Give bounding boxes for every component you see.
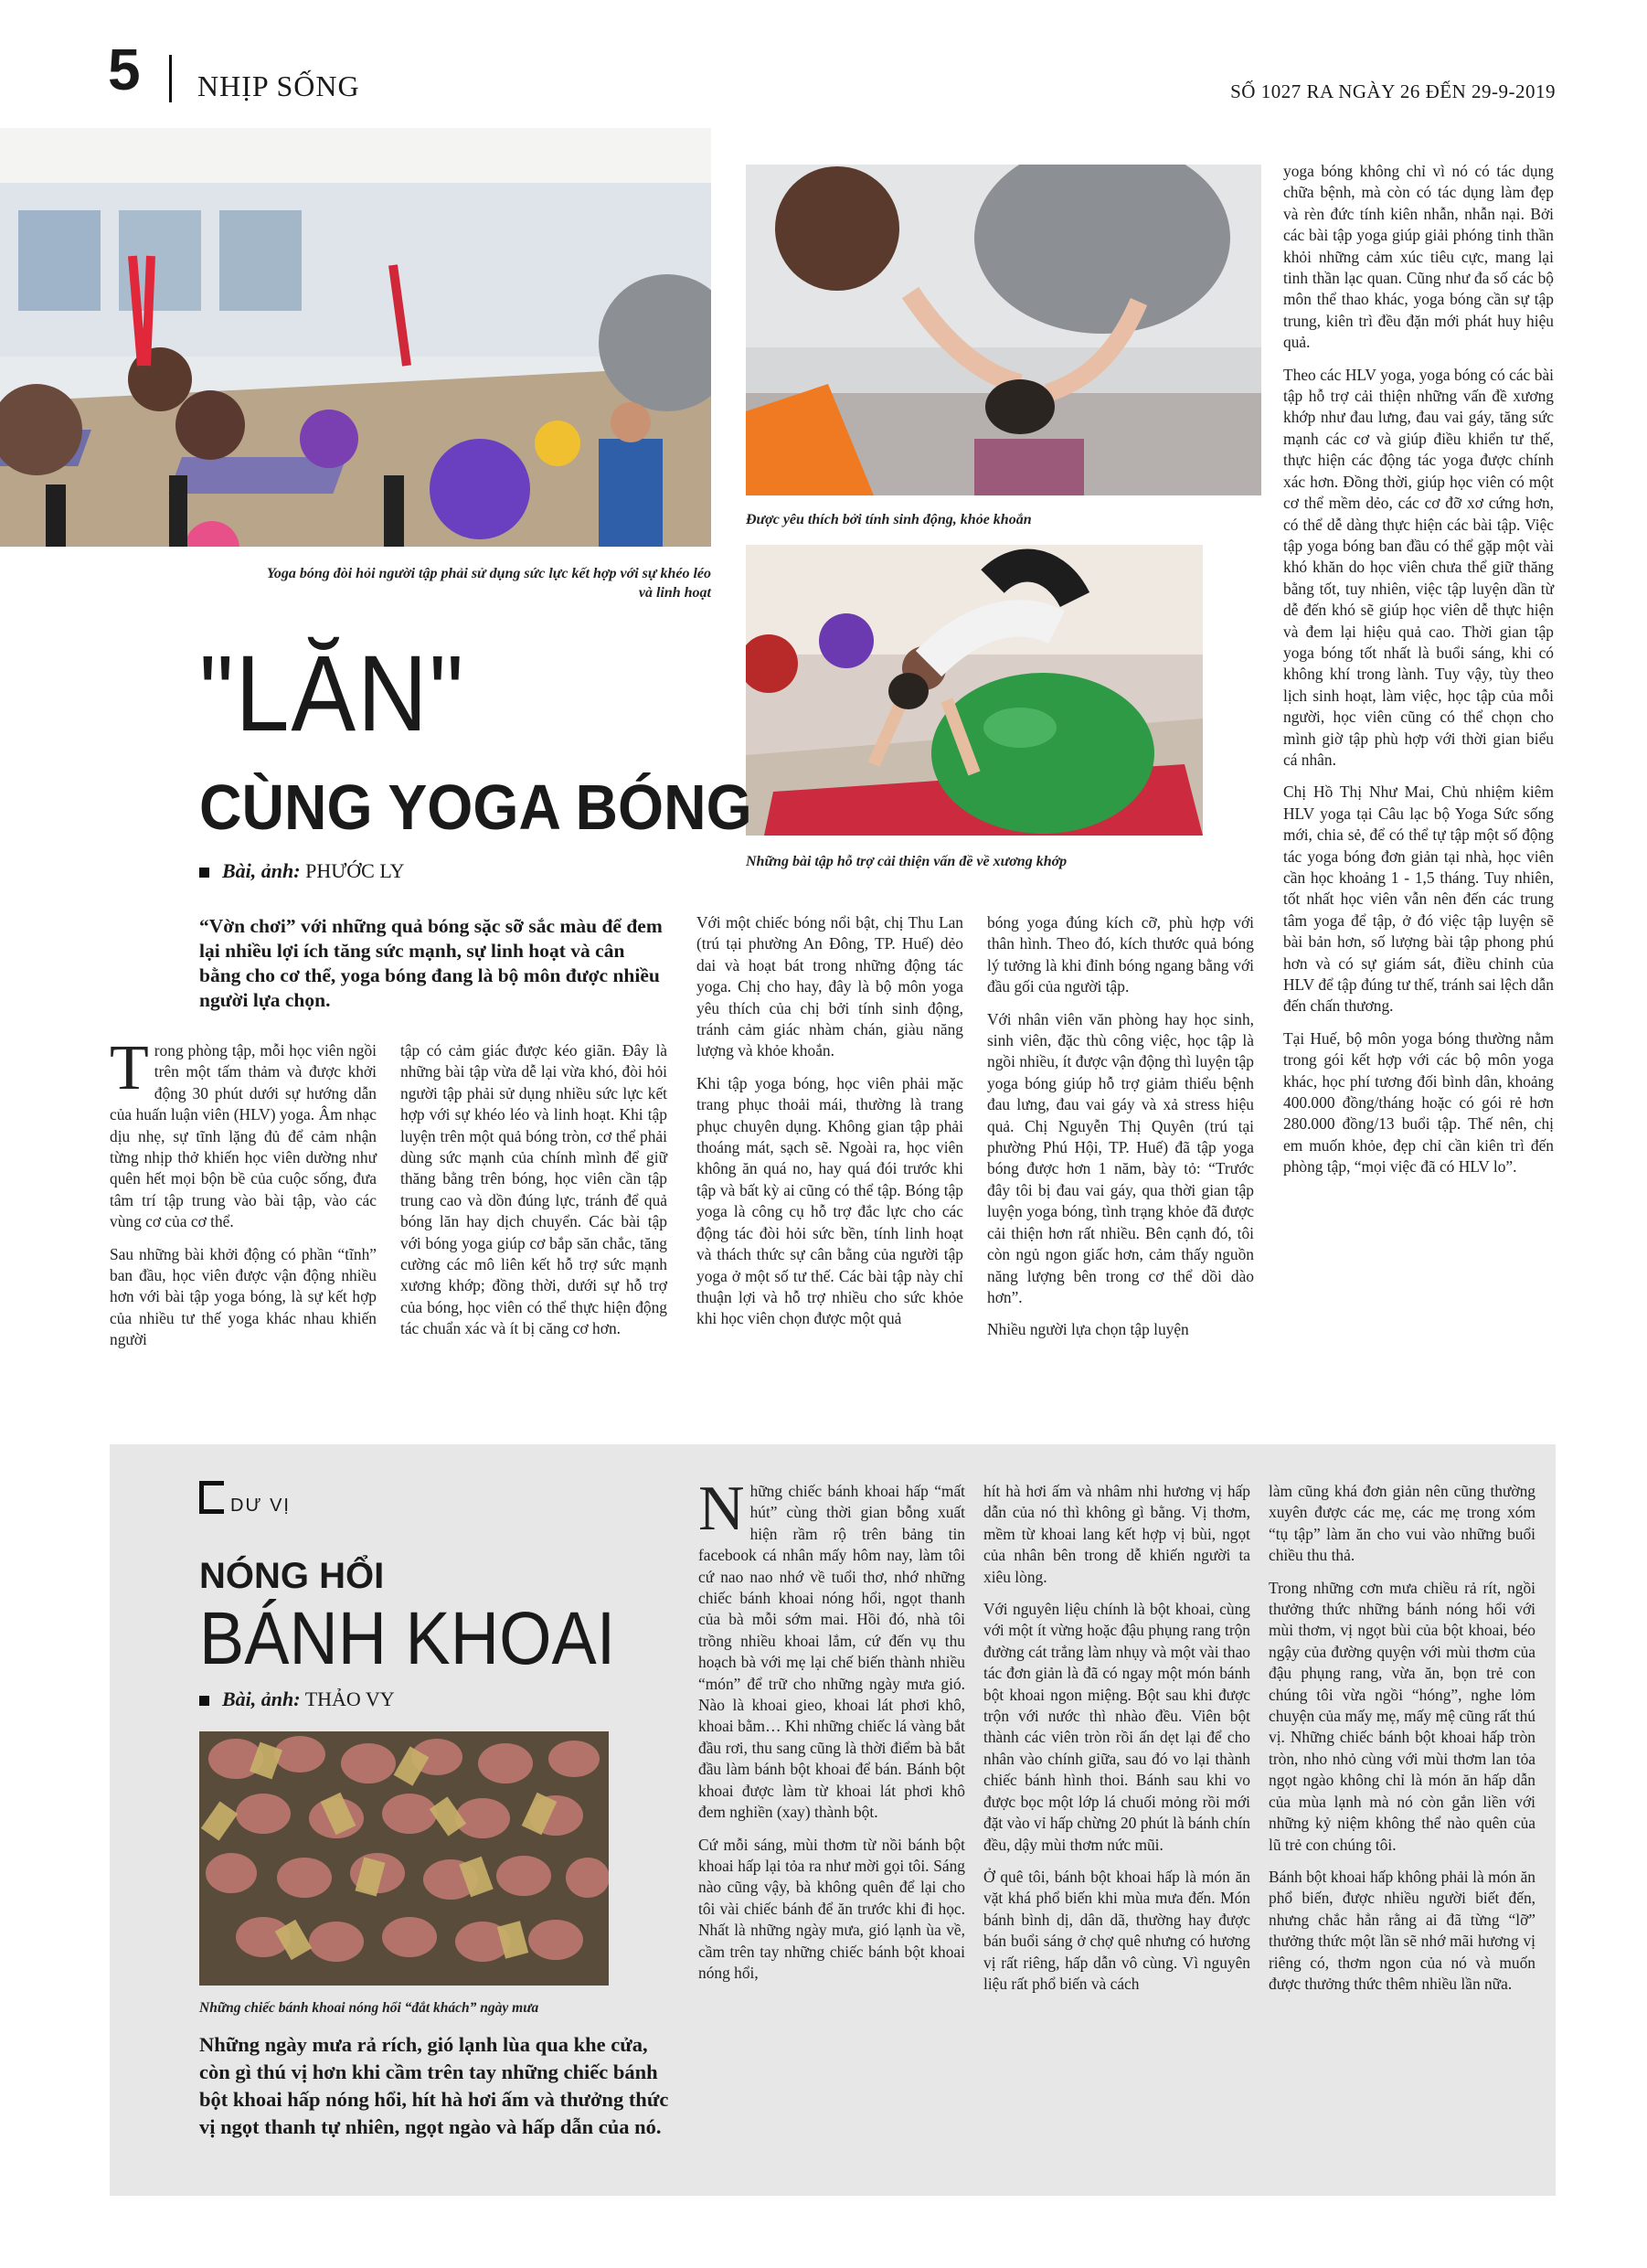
article1-col3 bbox=[696, 912, 963, 1341]
caption-photo2: Được yêu thích bởi tính sinh động, khỏe khoắn bbox=[746, 512, 1032, 527]
drop-cap: T bbox=[110, 1033, 149, 1103]
article2-lead: Những ngày mưa rả rích, gió lạnh lùa qua khe cửa, còn gì thú vị hơn khi cầm trên tay những chiếc bánh bột khoai hấp nóng hổi, hít hà hơi ấm và thưởng thức vị ngọt thanh tự nhiên, ngọt ngào và hấp dẫn của nó. bbox=[199, 2033, 669, 2138]
paragraph: Khi tập yoga bóng, học viên phải mặc trang phục thoải mái, thường là trang phục chuyên dụng. Không gian tập phải thoáng mát, sạch sẽ. Ngoài ra, học viên không ăn quá no, hay quá đói trước khi tập và bất kỳ ai cũng có thể tập. Bóng tập yoga là công cụ hỗ trợ đắc lực cho các động tác đòi hỏi sức bền, tính linh hoạt và thách thức sự cân bằng của người tập yoga ở một số tư thế. Các bài tập này chỉ thuận lợi và hỗ trợ nhiều cho sức khỏe khi học viên chọn được một quả bbox=[696, 1073, 963, 1328]
category-mark-icon bbox=[199, 1481, 224, 1514]
paragraph: Nhiều người lựa chọn tập luyện bbox=[987, 1320, 1189, 1339]
article2-col1 bbox=[698, 1474, 965, 1995]
photo-ball-overhead bbox=[746, 165, 1261, 495]
paragraph: rong phòng tập, mỗi học viên ngồi trên một tấm thảm và được khởi động 30 phút dưới sự hướng dẫn của huấn luận viên (HLV) yoga. Âm nhạc dịu nhẹ, sự tĩnh lặng đủ để cảm nhận từng nhịp thở khiến học viên dường như quên hết mọi bộn bề của cuộc sống, đưa tâm trí tập trung vào bài tập, vào các vùng cơ của cơ thể. bbox=[110, 1041, 377, 1231]
photo-banh-khoai bbox=[199, 1731, 609, 1986]
paragraph: yoga bóng không chỉ vì nó có tác dụng chữa bệnh, mà còn có tác dụng làm đẹp và rèn đức tính kiên nhẫn, nhẫn nại. Bởi các bài tập yoga giúp giải phóng tinh thần khỏi những cảm xúc tiêu cực, mang lại tinh thần lạc quan. Cũng như đa số các bộ môn thể thao khác, yoga bóng cần sự tập trung, kiên trì đều đặn mới phát huy hiệu quả. bbox=[1283, 162, 1554, 352]
page-number: 5 bbox=[108, 37, 141, 102]
article2-byline bbox=[199, 1688, 395, 1711]
header-divider bbox=[169, 55, 172, 102]
paragraph: Ở quê tôi, bánh bột khoai hấp là món ăn vặt khá phổ biến khi mùa mưa đến. Món bánh bình dị, dân dã, thường hay được bán buổi sáng ở chợ quê nhưng có hương vị rất riêng, hấp dẫn vô cùng. Vì nguyên liệu rất phổ biến và cách bbox=[983, 1867, 1250, 1993]
article1-lead: “Vờn chơi” với những quả bóng sặc sỡ sắc màu để đem lại nhiều lợi ích tăng sức mạnh, sự linh hoạt và cân bằng cho cơ thể, yoga bóng đang là bộ môn được nhiều người lựa chọn. bbox=[199, 915, 663, 1011]
paragraph: Với một chiếc bóng nổi bật, chị Thu Lan (trú tại phường An Đông, TP. Huế) dẻo dai và hoạt bát trong những động tác yoga. Chị cho hay, đây là bộ môn yoga yêu thích của chị bởi tính sinh động, tránh cảm giác nhàm chán, giàu năng lượng và khỏe khoắn. bbox=[696, 913, 963, 1060]
caption-photo1: Yoga bóng đòi hỏi người tập phải sử dụng sức lực kết hợp với sự khéo léo và linh hoạt bbox=[266, 566, 711, 601]
paragraph: hững chiếc bánh khoai hấp “mất hút” cùng thời gian bỗng xuất hiện rầm rộ trên bảng tin facebook cá nhân mấy hôm nay, làm tôi cứ nao nao nhớ về tuổi thơ, nhớ những chiếc bánh khoai nóng hổi, ngọt thanh của bà mỗi sớm mai. Hồi đó, nhà tôi trồng nhiều khoai lắm, cứ đến vụ thu hoạch bà với mẹ lại chế biến thành nhiều “món” để trữ cho những ngày mưa gió. Nào là khoai gieo, khoai lát phơi khô, khoai bằm… Khi những chiếc lá vàng bắt đầu rơi, thu sang cũng là thời điểm bà bắt đầu làm bánh bột khoai để bán. Bánh bột khoai được làm từ khoai lát phơi khô đem nghiền (xay) thành bột. bbox=[698, 1482, 965, 1822]
article2-col2 bbox=[983, 1481, 1250, 2006]
article1-col5 bbox=[1283, 161, 1554, 1189]
caption-photo4: Những chiếc bánh khoai nóng hổi “đắt khách” ngày mưa bbox=[199, 2000, 539, 2016]
paragraph: làm cũng khá đơn giản nên cũng thường xuyên được các mẹ, các mẹ trong xóm “tụ tập” làm ăn cho vui vào những buổi chiều thu thả. bbox=[1269, 1482, 1535, 1565]
article2-category: DƯ VỊ bbox=[230, 1496, 291, 1516]
paragraph: Bánh bột khoai hấp không phải là món ăn phổ biến, được nhiều người biết đến, nhưng chắc hẳn rằng ai đã từng “lỡ” thưởng thức một lần sẽ nhớ mãi hương vị riêng có, thơm ngon của nó và muốn được thưởng thức thêm nhiều lần nữa. bbox=[1269, 1867, 1535, 1993]
article1-title-line1: "LĂN" bbox=[199, 634, 465, 754]
article1-byline bbox=[199, 859, 404, 883]
section-name: NHỊP SỐNG bbox=[197, 69, 360, 102]
paragraph: Cứ mỗi sáng, mùi thơm từ nồi bánh bột khoai hấp lại tỏa ra như mời gọi tôi. Sáng nào cũng vậy, bà không quên để lại cho tôi vài chiếc bánh để ăn trước khi đi học. Nhất là những ngày mưa, gió lạnh ùa về, cầm trên tay những chiếc bánh bột khoai nóng hổi, bbox=[698, 1835, 965, 1982]
paragraph: Với nguyên liệu chính là bột khoai, cùng với một ít vừng hoặc đậu phụng rang trộn đường cát trắng làm nhụy và một vài thao tác đơn giản là đã có ngay một món bánh bột khoai ngon miệng. Bột sau khi được trộn với nước thì nhào đều. Viên bột thành các viên tròn rồi ấn dẹt lại để cho nhân vào chính giữa, sau đó vo lại thành chiếc bánh hình thoi. Bánh sau khi vo được bọc một lớp lá chuối mỏng rồi mới đặt vào vỉ hấp chừng 20 phút là bánh chín đều, dậy mùi thơm nức mũi. bbox=[983, 1600, 1250, 1854]
paragraph: bóng yoga đúng kích cỡ, phù hợp với thân hình. Theo đó, kích thước quả bóng lý tưởng là khi đỉnh bóng ngang bằng với đầu gối của người tập. bbox=[987, 913, 1254, 996]
byline-prefix: Bài, ảnh: bbox=[222, 859, 301, 882]
byline-author: THẢO VY bbox=[304, 1688, 395, 1710]
article2-title-line1: NÓNG HỔI bbox=[199, 1556, 385, 1596]
article1-col2 bbox=[400, 1040, 667, 1351]
article2-col3 bbox=[1269, 1481, 1535, 2006]
article2-title-line2: BÁNH KHOAI bbox=[199, 1597, 616, 1680]
paragraph: Tại Huế, bộ môn yoga bóng thường nằm trong gói kết hợp với các bộ môn yoga khác, học phí tương đối bình dân, khoảng 400.000 đồng/tháng hoặc có gói rẻ hơn 280.000 đồng/13 buổi tập. Thế nên, chị em muốn khỏe, đẹp chỉ cần kiên trì đến phòng tập, “mọi việc đã có HLV lo”. bbox=[1283, 1028, 1554, 1177]
paragraph: tập có cảm giác được kéo giãn. Đây là những bài tập vừa dễ lại vừa khó, đòi hỏi người tập phải sử dụng nhiều sức lực kết hợp với sự khéo léo và linh hoạt. Khi tập luyện trên một quả bóng tròn, cơ thể phải dùng sức mạnh của chính mình để giữ thăng bằng trên bóng, học viên cần tập trung cao và dồn đúng lực, tránh để quả bóng lăn hay dịch chuyển. Các bài tập với bóng yoga giúp cơ bắp săn chắc, tăng cường các mô liên kết hỗ trợ sức mạnh xương khớp; đồng thời, dưới sự hỗ trợ của bóng, học viên có thể thực hiện động tác chuẩn xác và ít bị căng cơ hơn. bbox=[400, 1041, 667, 1338]
paragraph: Theo các HLV yoga, yoga bóng có các bài tập hỗ trợ cải thiện những vấn đề xương khớp như đau lưng, đau vai gáy, tăng sức mạnh các cơ và giúp điều khiển tư thế, thực hiện các động tác yoga được chính xác hơn. Đồng thời, giúp học viên có một cơ thể mềm dẻo, các cơ đỡ xơ cứng hơn, có thể dễ dàng thực hiện các bài tập. Việc tập yoga bóng ban đầu có thể gặp một vài khó khăn do học viên chưa thể giữ thăng bằng tốt, tuy nhiên, việc tập luyện dần từ dễ đến khó sẽ giúp học viên dễ thực hiện và đem lại hiệu quả cao. Thời gian tập yoga bóng tốt nhất là buổi sáng, khi có không khí trong lành. Tuy vậy, tùy theo lịch sinh hoạt, làm việc, học tập của mỗi người, học viên cũng có thể chọn cho mình giờ tập phù hợp với thời gian biểu cá nhân. bbox=[1283, 365, 1554, 769]
paragraph: Chị Hồ Thị Như Mai, Chủ nhiệm kiêm HLV yoga tại Câu lạc bộ Yoga Sức sống mới, chia sẻ, để có thể tự tập một số động tác yoga bóng đơn giản tại nhà, học viên cần học khoảng 1 - 1,5 tháng. Tuy nhiên, tốt nhất học viên vẫn nên đến các trung tâm yoga để tập, ở đó việc tập luyện sẽ bài bản hơn, số lượng bài tập phong phú hơn và có sự giám sát, điều chỉnh của HLV để tập đúng tư thế, tránh sai lệch dẫn đến chấn thương. bbox=[1283, 783, 1554, 1016]
byline-bullet bbox=[199, 868, 209, 878]
paragraph: Với nhân viên văn phòng hay học sinh, sinh viên, đặc thù công việc, học tập là ngồi nhiều, ít được vận động thì luyện tập yoga bóng giúp hỗ trợ giảm thiểu bệnh đau lưng, đau vai gáy và xả stress hiệu quả. Chị Nguyễn Thị Quyên (trú tại phường Phú Hội, TP. Huế) đã tập yoga bóng được hơn 1 năm, bày tỏ: “Trước đây tôi bị đau vai gáy, qua thời gian tập luyện yoga bóng, tình trạng khỏe đã được cải thiện hơn rất nhiều. Bên cạnh đó, tôi còn ngủ ngon giấc hơn, cảm thấy nguồn năng lượng bên trong cơ thể dồi dào hơn”. bbox=[987, 1009, 1254, 1306]
photo-green-ball bbox=[746, 545, 1203, 836]
issue-date: SỐ 1027 RA NGÀY 26 ĐẾN 29-9-2019 bbox=[1230, 80, 1556, 102]
article1-title-line2: CÙNG YOGA BÓNG bbox=[199, 772, 752, 843]
paragraph: Sau những bài khởi động có phần “tĩnh” ban đầu, học viên được vận động nhiều hơn với bài tập yoga bóng, là sự kết hợp của nhiều tư thế yoga khác nhau khiến người bbox=[110, 1244, 377, 1349]
caption-photo3: Những bài tập hỗ trợ cải thiện vấn đề về xương khớp bbox=[746, 854, 1068, 869]
byline-bullet bbox=[199, 1696, 209, 1706]
paragraph: Trong những cơn mưa chiều rả rít, ngồi thưởng thức những bánh nóng hổi với mùi thơm, vị ngọt bùi của bột khoai, béo ngậy của đường quyện với mùi thơm của đậu phụng rang, vừa ăn, bọn trẻ con chúng tôi vừa ngồi “hóng”, nghe lỏm chuyện của mấy mẹ, mấy mệ cũng rất thú vị. Những chiếc bánh bột khoai hấp tròn tròn, nho nhỏ cùng với mùi thơm lan tỏa ngọt ngào không chỉ là món ăn hấp dẫn của mùa lạnh mà nó còn gắn liền với những kỷ niệm không thể nào quên của lũ trẻ con chúng tôi. bbox=[1269, 1578, 1535, 1854]
byline-author: PHƯỚC LY bbox=[305, 859, 405, 882]
byline-prefix: Bài, ảnh: bbox=[222, 1688, 301, 1710]
article1-col1 bbox=[110, 1033, 377, 1362]
article1-col4 bbox=[987, 912, 1254, 1352]
paragraph: hít hà hơi ấm và nhâm nhi hương vị hấp dẫn của nó thì không gì bằng. Vị thơm, mềm từ khoai lang kết hợp vị bùi, ngọt của nhân bên trong dễ khiến người ta xiêu lòng. bbox=[983, 1482, 1250, 1586]
drop-cap: N bbox=[698, 1474, 745, 1544]
photo-yoga-studio bbox=[0, 128, 711, 547]
